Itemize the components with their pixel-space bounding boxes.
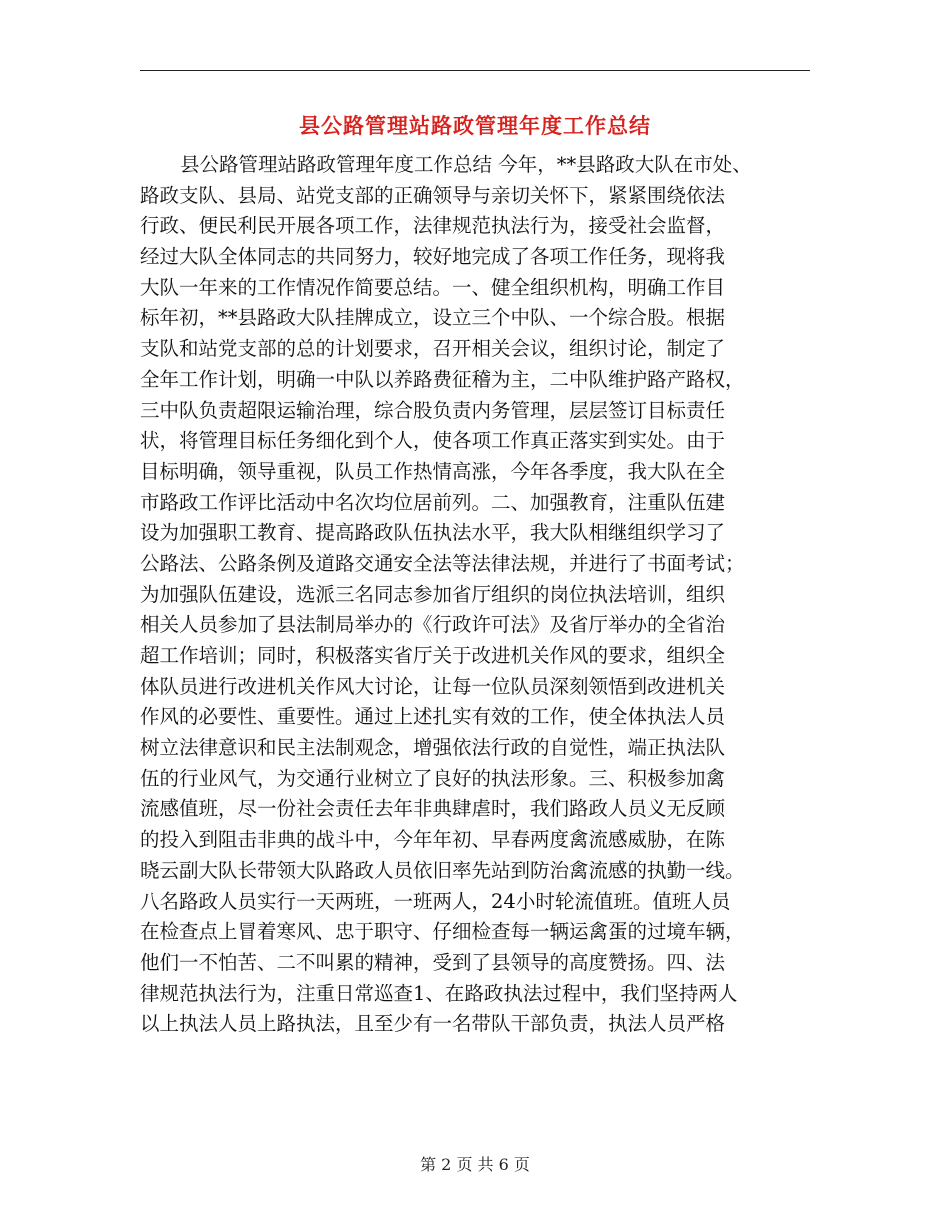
body-line: 超工作培训；同时，积极落实省厅关于改进机关作风的要求，组织全	[140, 644, 726, 667]
body-line: 流感值班，尽一份社会责任去年非典肆虐时，我们路政人员义无反顾	[140, 797, 726, 821]
body-line: 支队和站党支部的总的计划要求，召开相关会议，组织讨论，制定了	[140, 337, 726, 361]
body-line: 经过大队全体同志的共同努力，较好地完成了各项工作任务，现将我	[140, 245, 726, 269]
body-line: 作风的必要性、重要性。通过上述扎实有效的工作，使全体执法人员	[140, 705, 726, 729]
page-number: 第 2 页 共 6 页	[420, 1155, 530, 1174]
body-line: 八名路政人员实行一天两班，一班两人，24小时轮流值班。值班人员	[140, 889, 731, 913]
document-body	[140, 150, 810, 1040]
body-line: 伍的行业风气，为交通行业树立了良好的执法形象。三、积极参加禽	[140, 766, 726, 790]
body-line: 在检查点上冒着寒风、忠于职守、仔细检查每一辆运禽蛋的过境车辆，	[140, 920, 745, 944]
body-line: 大队一年来的工作情况作简要总结。一、健全组织机构，明确工作目	[140, 275, 726, 299]
header-rule	[140, 70, 810, 71]
body-line: 树立法律意识和民主法制观念，增强依法行政的自觉性，端正执法队	[140, 736, 726, 760]
body-line: 目标明确，领导重视，队员工作热情高涨，今年各季度，我大队在全	[140, 459, 726, 483]
body-line: 市路政工作评比活动中名次均位居前列。二、加强教育，注重队伍建	[140, 490, 726, 514]
body-line: 的投入到阻击非典的战斗中，今年年初、早春两度禽流感威胁，在陈	[140, 828, 726, 852]
body-line: 他们一不怕苦、二不叫累的精神，受到了县领导的高度赞扬。四、法	[140, 950, 726, 974]
body-line: 行政、便民利民开展各项工作，法律规范执法行为，接受社会监督，	[140, 214, 726, 238]
body-line: 全年工作计划，明确一中队以养路费征稽为主，二中队维护路产路权，	[140, 367, 745, 391]
document-title: 县公路管理站路政管理年度工作总结	[299, 113, 651, 138]
body-line: 晓云副大队长带领大队路政人员依旧率先站到防治禽流感的执勤一线。	[140, 858, 745, 882]
body-line: 路政支队、县局、站党支部的正确领导与亲切关怀下，紧紧围绕依法	[140, 183, 726, 207]
body-line: 相关人员参加了县法制局举办的《行政许可法》及省厅举办的全省治	[140, 613, 726, 637]
body-line: 标年初，**县路政大队挂牌成立，设立三个中队、一个综合股。根据	[140, 306, 726, 330]
body-line: 律规范执法行为，注重日常巡查1、在路政执法过程中，我们坚持两人	[140, 981, 738, 1005]
body-line: 体队员进行改进机关作风大讨论，让每一位队员深刻领悟到改进机关	[140, 674, 726, 698]
body-line: 设为加强职工教育、提高路政队伍执法水平，我大队相继组织学习了	[140, 521, 726, 545]
body-line: 公路法、公路条例及道路交通安全法等法律法规，并进行了书面考试；	[140, 551, 745, 575]
body-line: 三中队负责超限运输治理，综合股负责内务管理，层层签订目标责任	[140, 398, 726, 422]
body-line: 状，将管理目标任务细化到个人，使各项工作真正落实到实处。由于	[140, 429, 726, 453]
body-line: 县公路管理站路政管理年度工作总结 今年，**县路政大队在市处、	[180, 153, 752, 176]
body-line: 以上执法人员上路执法，且至少有一名带队干部负责，执法人员严格	[140, 1012, 726, 1036]
body-line: 为加强队伍建设，选派三名同志参加省厅组织的岗位执法培训，组织	[140, 582, 726, 606]
